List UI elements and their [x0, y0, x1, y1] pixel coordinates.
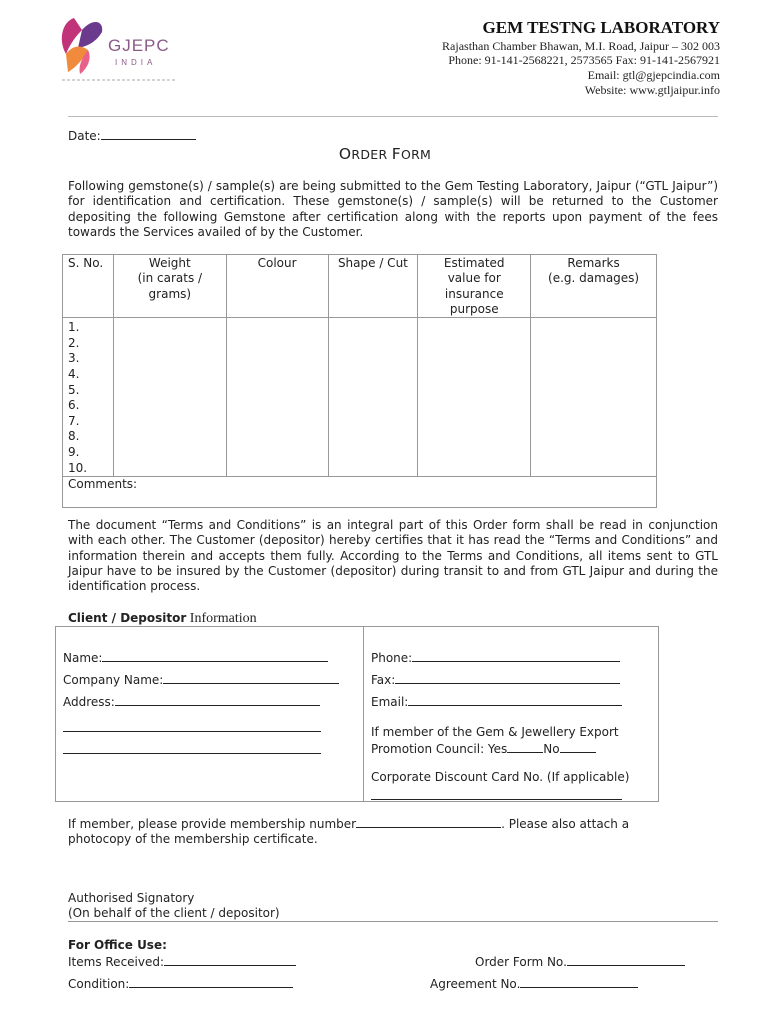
header-colour: Colour [226, 255, 328, 318]
member-yes-label: Promotion Council: Yes [371, 742, 508, 756]
items-table [62, 254, 657, 508]
membership-attach-text: . Please also attach a [501, 817, 630, 831]
client-heading-rest: Information [186, 611, 257, 626]
membership-number-blank[interactable] [356, 816, 501, 828]
form-title-rest2: ORM [400, 147, 432, 162]
date-blank[interactable] [101, 128, 196, 140]
shape-cut-cell[interactable] [328, 318, 418, 477]
order-form-no-blank[interactable] [567, 954, 685, 966]
header-remarks: Remarks (e.g. damages) [531, 255, 657, 318]
lab-website: Website: www.gtljaipur.info [584, 83, 720, 97]
client-info-heading [68, 611, 257, 627]
lab-address: Rajasthan Chamber Bhawan, M.I. Road, Jaipur – 302 003 [442, 39, 720, 53]
table-body-row [63, 318, 657, 477]
name-field[interactable] [63, 650, 328, 665]
comments-row [63, 477, 657, 508]
form-title-rest: RDER [351, 147, 392, 162]
form-title-initial2: F [391, 145, 401, 163]
client-heading-bold: Client / Depositor [68, 611, 187, 625]
phone-blank[interactable] [412, 650, 620, 662]
signatory-label: Authorised Signatory [68, 891, 195, 905]
serial-number: 6. [68, 398, 80, 413]
email-label: Email: [371, 695, 409, 709]
company-name-label: Company Name: [63, 673, 164, 687]
items-received-label: Items Received: [68, 955, 165, 969]
address-blank[interactable] [115, 694, 320, 706]
member-no-label: No [543, 742, 560, 756]
serial-number: 7. [68, 413, 80, 428]
name-label: Name: [63, 651, 103, 665]
form-title-initial: O [338, 145, 352, 163]
weight-cell[interactable] [113, 318, 226, 477]
fax-field[interactable] [371, 672, 620, 687]
fax-blank[interactable] [395, 672, 620, 684]
membership-line2: photocopy of the membership certificate. [68, 832, 318, 846]
colour-cell[interactable] [226, 318, 328, 477]
serial-number: 9. [68, 444, 80, 459]
name-blank[interactable] [102, 650, 328, 662]
membership-number-field[interactable] [68, 816, 629, 831]
company-name-blank[interactable] [163, 672, 339, 684]
discount-card-label: Corporate Discount Card No. (If applicable) [371, 770, 630, 784]
items-received-field[interactable] [68, 954, 296, 969]
estimated-value-cell[interactable] [418, 318, 531, 477]
condition-field[interactable] [68, 976, 293, 991]
signatory-note: (On behalf of the client / depositor) [68, 906, 280, 920]
logo-subtext: INDIA [115, 58, 157, 67]
agreement-no-label: Agreement No. [430, 977, 521, 991]
remarks-cell[interactable] [531, 318, 657, 477]
condition-label: Condition: [68, 977, 130, 991]
office-divider [68, 921, 718, 922]
email-blank[interactable] [408, 694, 622, 706]
comments-cell[interactable] [63, 477, 657, 508]
company-name-field[interactable] [63, 672, 339, 687]
serial-number: 4. [68, 366, 80, 381]
date-label: Date: [68, 129, 101, 143]
address-field[interactable] [63, 694, 320, 709]
address-label: Address: [63, 695, 115, 709]
serial-number: 8. [68, 429, 80, 444]
lab-email: Email: gtl@gjepcindia.com [587, 68, 720, 82]
comments-label: Comments: [68, 477, 138, 492]
phone-field[interactable] [371, 650, 620, 665]
address-line-2[interactable] [63, 731, 321, 732]
serial-numbers-cell [63, 318, 114, 477]
order-form-no-field[interactable] [475, 954, 685, 969]
terms-paragraph: The document “Terms and Conditions” is an integral part of this Order form shall be read in conjunction with each other. The Customer (depositor) hereby certifies that it has read the “Terms and Conditions” and information therein and accepts them fully. According to the Terms and Conditions, all items sent to GTL Jaipur have to be insured by the Customer (depositor) during transit to and from GTL Jaipur and during the identification process. [68, 518, 718, 594]
header-sno: S. No. [63, 255, 114, 318]
serial-number: 3. [68, 351, 80, 366]
discount-card-blank[interactable] [371, 799, 622, 800]
table-header-row [63, 255, 657, 318]
address-line-3[interactable] [63, 753, 321, 754]
serial-number: 1. [68, 320, 80, 335]
form-title [0, 145, 770, 163]
email-field[interactable] [371, 694, 622, 709]
member-question-line1: If member of the Gem & Jewellery Export [371, 725, 619, 739]
client-box-divider [363, 626, 364, 801]
office-use-heading: For Office Use: [68, 938, 167, 952]
serial-number: 2. [68, 335, 80, 350]
member-question-line2[interactable] [371, 741, 596, 756]
order-form-no-label: Order Form No. [475, 955, 567, 969]
header-divider [68, 116, 718, 117]
header-shape-cut: Shape / Cut [328, 255, 418, 318]
logo-text: GJEPC [108, 36, 170, 55]
condition-blank[interactable] [129, 976, 293, 988]
gjepc-logo [58, 14, 188, 84]
member-yes-blank[interactable] [507, 741, 543, 753]
header-weight: Weight (in carats / grams) [113, 255, 226, 318]
lab-phone-fax: Phone: 91-141-2568221, 2573565 Fax: 91-141-2567921 [448, 53, 720, 67]
date-field[interactable] [68, 128, 196, 143]
items-received-blank[interactable] [164, 954, 296, 966]
phone-label: Phone: [371, 651, 413, 665]
serial-number: 5. [68, 382, 80, 397]
agreement-no-blank[interactable] [520, 976, 638, 988]
serial-number: 10. [68, 460, 88, 475]
header-estimated-value: Estimated value for insurance purpose [418, 255, 531, 318]
fax-label: Fax: [371, 673, 396, 687]
membership-label: If member, please provide membership number [68, 817, 357, 831]
lab-title: GEM TESTNG LABORATORY [482, 18, 720, 37]
intro-paragraph: Following gemstone(s) / sample(s) are being submitted to the Gem Testing Laboratory, Jaipur (“GTL Jaipur”) for identification and certification. These gemstone(s) / sample(s) will be returned to the Customer depositing the following Gemstone after certification along with the reports upon payment of the fees towards the Services availed of by the Customer. [68, 179, 718, 239]
member-no-blank[interactable] [560, 741, 596, 753]
agreement-no-field[interactable] [430, 976, 638, 991]
